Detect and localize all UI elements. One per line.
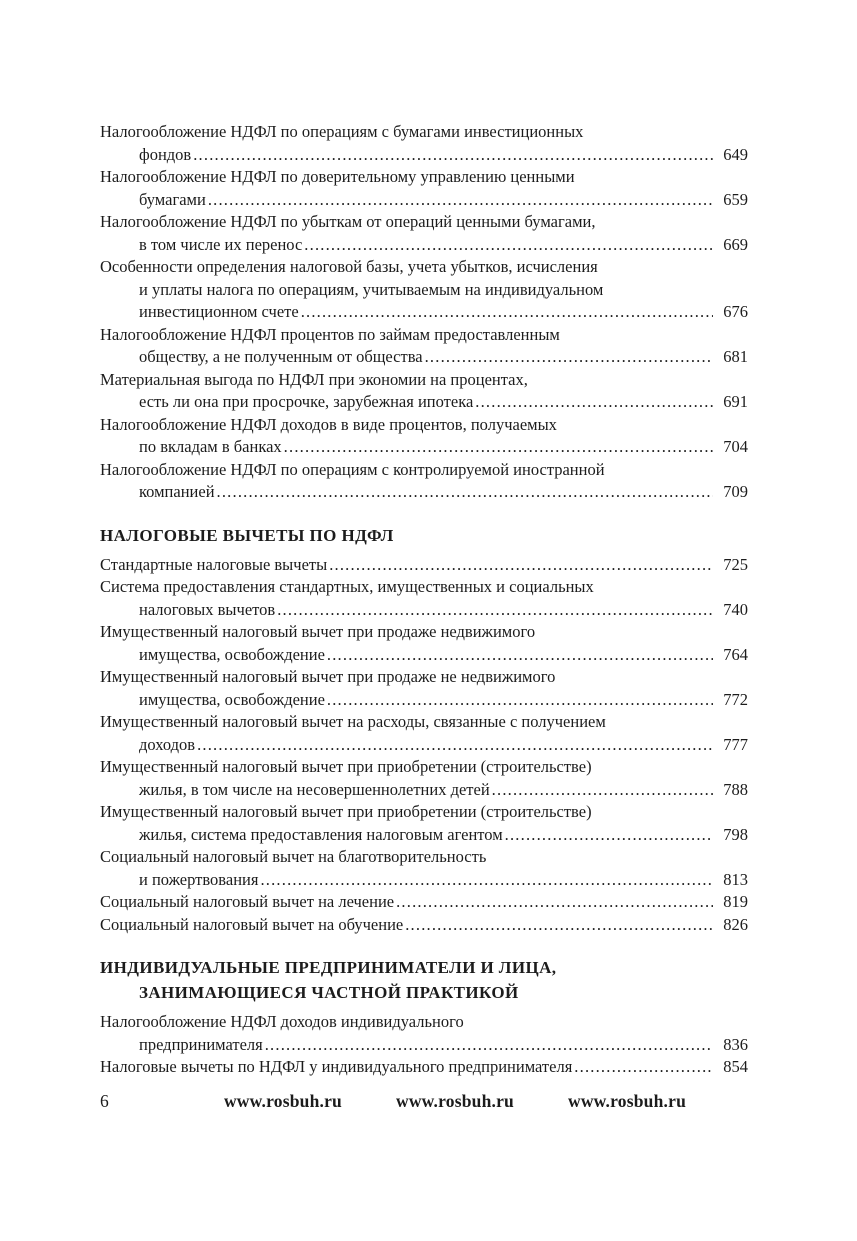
toc-entry-line (100, 734, 748, 757)
toc-entry-text: жилья, система предоставления налоговым агентом (139, 824, 503, 844)
toc-entry-line: Имущественный налоговый вычет при продаже недвижимого (100, 622, 536, 641)
dot-leader (327, 689, 713, 712)
toc-entry-line: Налогообложение НДФЛ доходов в виде процентов, получаемых (100, 414, 557, 434)
toc-entry-text: жилья, в том числе на несовершеннолетних детей (139, 779, 490, 799)
toc-page-number: 740 (723, 599, 748, 619)
toc-entry-text: имущества, освобождение (139, 644, 325, 664)
section-heading-line: ЗАНИМАЮЩИЕСЯ ЧАСТНОЙ ПРАКТИКОЙ (139, 983, 519, 1002)
toc-page-number: 798 (723, 824, 748, 844)
footer-link-url: www.rosbuh.ru (395, 1091, 514, 1111)
toc-entry-text: имущества, освобождение (139, 689, 325, 709)
toc-entry-line: Имущественный налоговый вычет при продаже не недвижимого (100, 667, 556, 686)
dot-leader (265, 1034, 713, 1057)
dot-leader (396, 891, 713, 914)
toc-entry-line: Социальный налоговый вычет на благотворительность (100, 847, 487, 866)
toc-entry (100, 166, 748, 211)
toc-entry (100, 756, 748, 801)
dot-leader (505, 824, 713, 847)
table-of-contents (100, 121, 748, 1079)
toc-entry-text: обществу, а не полученным от общества (139, 347, 423, 366)
section-heading (100, 523, 748, 548)
toc-entry-text: Стандартные налоговые вычеты (100, 554, 328, 574)
dot-leader (574, 1056, 713, 1079)
toc-page-number: 813 (723, 869, 748, 889)
toc-entry (100, 711, 748, 756)
toc-entry (100, 914, 748, 937)
toc-entry-line: Имущественный налоговый вычет на расходы, связанные с получением (100, 712, 606, 731)
toc-entry-line (100, 824, 748, 847)
toc-entry (100, 256, 748, 324)
dot-leader (329, 554, 713, 577)
toc-page-number: 764 (723, 644, 748, 664)
toc-entry (100, 324, 748, 369)
toc-entry (100, 121, 748, 166)
dot-leader (405, 914, 713, 937)
toc-page-number: 854 (723, 1057, 748, 1076)
toc-entry-text: есть ли она при просрочке, зарубежная ипотека (139, 392, 474, 411)
dot-leader (193, 144, 713, 167)
toc-entry-line: Налогообложение НДФЛ по операциям с бумагами инвестиционных (100, 122, 584, 141)
footer-link-url: www.rosbuh.ru (223, 1091, 342, 1111)
footer-links (162, 1091, 748, 1112)
toc-entry-line (100, 891, 748, 914)
toc-entry-line (100, 234, 748, 257)
toc-page-number: 709 (723, 482, 748, 501)
dot-leader (327, 644, 713, 667)
toc-page-number: 819 (723, 892, 748, 911)
toc-entry-text: предпринимателя (139, 1034, 263, 1054)
toc-entry-line: Налогообложение НДФЛ по операциям с контролируемой иностранной (100, 459, 605, 479)
toc-entry-line (100, 189, 748, 212)
toc-entry-text: в том числе их перенос (139, 234, 303, 254)
toc-entry (100, 621, 748, 666)
toc-entry-line: Налогообложение НДФЛ по убыткам от операций ценными бумагами, (100, 212, 596, 231)
toc-entry-line: Система предоставления стандартных, имущественных и социальных (100, 577, 594, 596)
toc-entry (100, 1056, 748, 1079)
toc-entry (100, 666, 748, 711)
toc-entry-line (100, 869, 748, 892)
toc-entry-line: Налогообложение НДФЛ процентов по займам предоставленным (100, 324, 560, 344)
toc-entry-line: Особенности определения налоговой базы, учета убытков, исчисления (100, 257, 598, 276)
dot-leader (284, 436, 713, 459)
page-number: 6 (100, 1091, 109, 1111)
dot-leader (304, 234, 713, 257)
toc-entry-text: доходов (139, 734, 196, 754)
toc-page-number: 704 (723, 437, 748, 456)
toc-entry (100, 846, 748, 891)
page-footer (100, 1091, 748, 1112)
toc-entry-line (100, 1034, 748, 1057)
toc-entry-line (100, 346, 748, 369)
toc-entry (100, 801, 748, 846)
toc-entry-text: налоговых вычетов (139, 599, 276, 619)
toc-entry (100, 369, 748, 414)
toc-entry-text: Налоговые вычеты по НДФЛ у индивидуального предпринимателя (100, 1057, 573, 1076)
section-heading-line: НАЛОГОВЫЕ ВЫЧЕТЫ ПО НДФЛ (100, 525, 394, 545)
toc-entry (100, 459, 748, 504)
toc-entry-line (100, 391, 748, 414)
section-heading (100, 955, 748, 1005)
toc-page-number: 691 (723, 392, 748, 411)
dot-leader (425, 346, 713, 369)
dot-leader (492, 779, 713, 802)
toc-entry-line: Налогообложение НДФЛ доходов индивидуального (100, 1012, 464, 1031)
toc-entry-line (100, 481, 748, 504)
toc-page-number: 649 (723, 144, 748, 164)
toc-entry (100, 576, 748, 621)
toc-entry-line (100, 599, 748, 622)
dot-leader (208, 189, 713, 212)
dot-leader (197, 734, 713, 757)
toc-entry-text: Социальный налоговый вычет на обучение (100, 914, 404, 934)
toc-entry-text: по вкладам в банках (139, 437, 282, 456)
dot-leader (475, 391, 713, 414)
toc-entry-line (100, 144, 748, 167)
toc-entry-text: Социальный налоговый вычет на лечение (100, 892, 395, 911)
dot-leader (277, 599, 713, 622)
toc-entry-line (100, 301, 748, 324)
toc-page-number: 725 (723, 554, 748, 574)
section-heading-line: ИНДИВИДУАЛЬНЫЕ ПРЕДПРИНИМАТЕЛИ И ЛИЦА, (100, 958, 557, 977)
toc-entry-text: бумагами (139, 189, 206, 209)
toc-entry-line: Имущественный налоговый вычет при приобретении (строительстве) (100, 802, 592, 821)
toc-entry (100, 211, 748, 256)
toc-page-number: 772 (723, 689, 748, 709)
toc-entry-line (100, 644, 748, 667)
toc-entry-line: и уплаты налога по операциям, учитываемым на индивидуальном (139, 279, 604, 299)
dot-leader (301, 301, 713, 324)
dot-leader (260, 869, 713, 892)
toc-entry-line (100, 1056, 748, 1079)
toc-entry-line (100, 779, 748, 802)
toc-page-number: 669 (723, 234, 748, 254)
toc-entry-text: компанией (139, 482, 215, 501)
toc-entry (100, 1011, 748, 1056)
toc-page-number: 836 (723, 1034, 748, 1054)
toc-page-number: 659 (723, 189, 748, 209)
toc-entry (100, 554, 748, 577)
toc-entry-line: Имущественный налоговый вычет при приобретении (строительстве) (100, 757, 592, 776)
toc-page-number: 788 (723, 779, 748, 799)
toc-page-number: 681 (723, 347, 748, 366)
toc-entry-line: Налогообложение НДФЛ по доверительному управлению ценными (100, 167, 575, 186)
toc-entry-line (100, 689, 748, 712)
toc-entry (100, 891, 748, 914)
toc-page-number: 777 (723, 734, 748, 754)
dot-leader (217, 481, 713, 504)
toc-entry (100, 414, 748, 459)
toc-page-number: 676 (723, 302, 748, 321)
toc-entry-text: и пожертвования (139, 869, 259, 889)
toc-entry-text: инвестиционном счете (139, 302, 299, 321)
toc-entry-line (100, 914, 748, 937)
toc-entry-line (100, 436, 748, 459)
toc-entry-text: фондов (139, 144, 192, 164)
toc-entry-line: Материальная выгода по НДФЛ при экономии на процентах, (100, 369, 528, 389)
toc-entry-line (100, 554, 748, 577)
toc-page-number: 826 (723, 914, 748, 934)
footer-link-url: www.rosbuh.ru (568, 1091, 687, 1111)
